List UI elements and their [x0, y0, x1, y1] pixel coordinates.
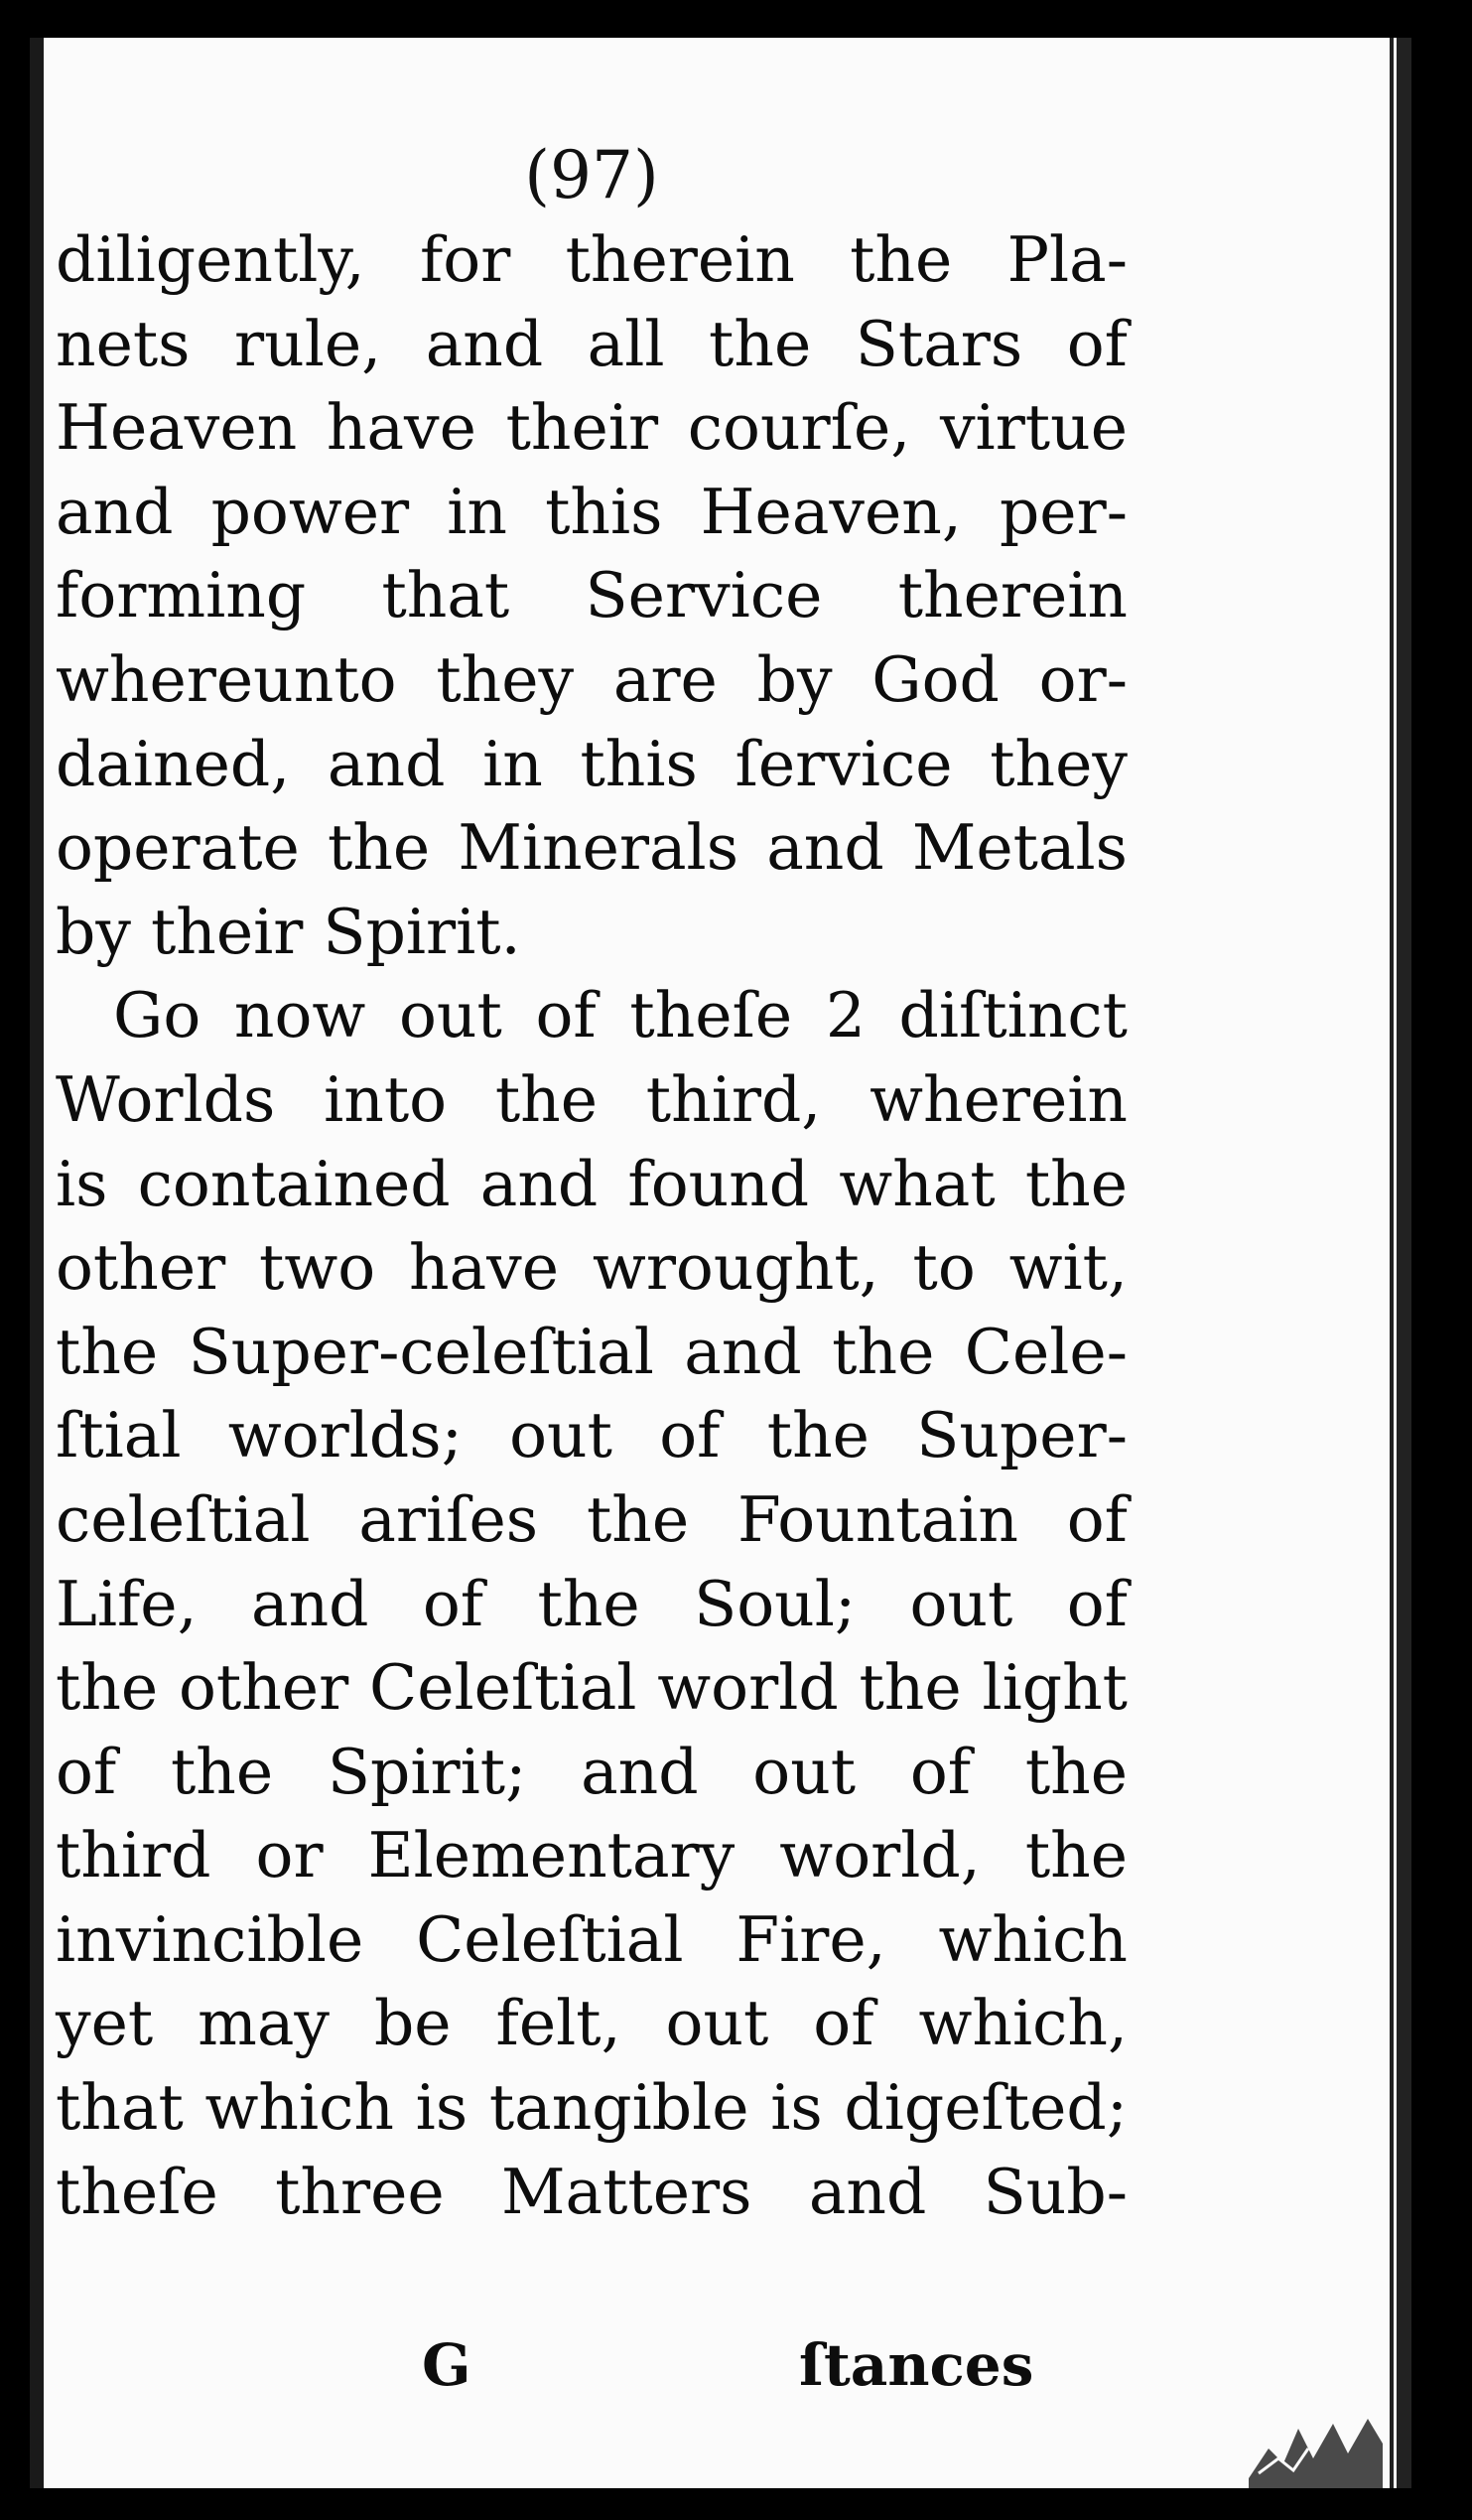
text-line: that which is tangible is digeſted;	[56, 2071, 1128, 2145]
text-line: whereunto they are by God or-	[56, 642, 1128, 716]
text-line: ſtial worlds; out of the Super-	[56, 1399, 1128, 1472]
body-text	[56, 218, 1128, 2234]
text-line: third or Elementary world, the	[56, 1819, 1128, 1892]
text-line: Heaven have their courſe, virtue	[56, 391, 1128, 465]
text-line: Worlds into the third, wherein	[56, 1062, 1128, 1136]
text-line: celeſtial ariſes the Fountain of	[56, 1482, 1128, 1556]
text-line: by their Spirit.	[56, 895, 521, 968]
ink-smudge	[1239, 2389, 1388, 2488]
page-right-edge	[1390, 38, 1411, 2488]
text-line: yet may be felt, out of which,	[56, 1987, 1128, 2060]
text-line: diligently, for therein the Pla-	[56, 223, 1128, 296]
text-line: operate the Minerals and Metals	[56, 811, 1128, 885]
text-line: theſe three Matters and Sub-	[56, 2155, 1128, 2228]
page-left-edge	[30, 38, 44, 2488]
text-line: nets rule, and all the Stars of	[56, 307, 1128, 380]
text-line: Life, and of the Soul; out of	[56, 1567, 1128, 1640]
book-page	[30, 38, 1411, 2488]
text-line: other two have wrought, to wit,	[56, 1231, 1128, 1305]
text-line: dained, and in this ſervice they	[56, 727, 1128, 800]
text-line: is contained and found what the	[56, 1147, 1128, 1220]
catchword: ſtances	[799, 2331, 1034, 2399]
page-number: (97)	[524, 137, 659, 213]
text-line: forming that Service therein	[56, 559, 1128, 632]
text-line: the other Celeſtial world the light	[56, 1651, 1128, 1725]
signature-mark: G	[422, 2331, 471, 2399]
text-line: the Super-celeſtial and the Cele-	[56, 1315, 1128, 1388]
text-line: Go now out of theſe 2 diſtinct	[113, 979, 1128, 1052]
text-line: invincible Celeſtial Fire, which	[56, 1902, 1128, 1976]
text-line: and power in this Heaven, per-	[56, 475, 1128, 548]
text-line: of the Spirit; and out of the	[56, 1735, 1128, 1808]
